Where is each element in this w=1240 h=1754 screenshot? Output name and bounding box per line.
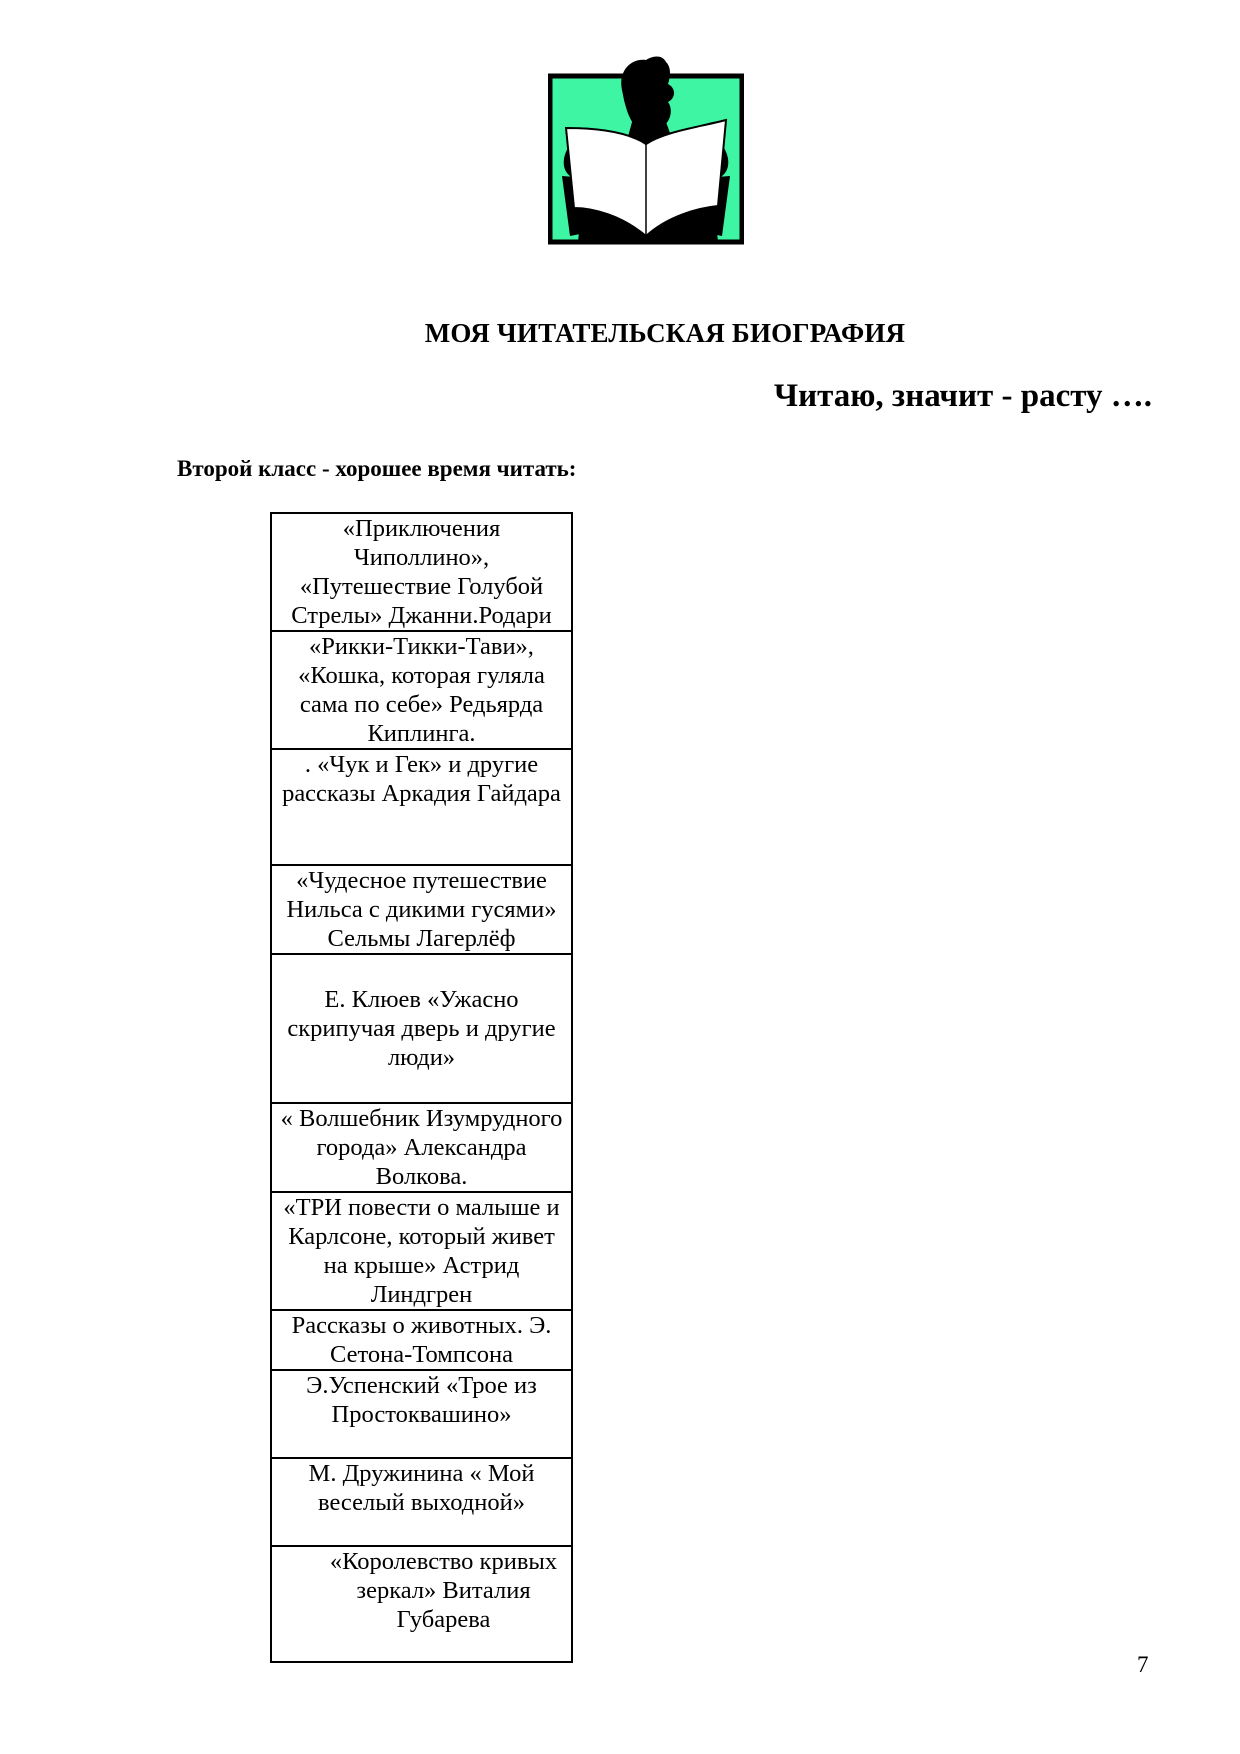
- table-row: [271, 513, 572, 631]
- book-cell: . «Чук и Гек» и другие рассказы Аркадия Гайдара: [271, 749, 572, 865]
- table-row: [271, 749, 572, 865]
- book-cell: Рассказы о животных. Э. Сетона-Томпсона: [271, 1310, 572, 1370]
- book-cell: «Приключения Чиполлино», «Путешествие Голубой Стрелы» Джанни.Родари: [271, 513, 572, 631]
- book-cell: «Рикки-Тикки-Тави», «Кошка, которая гуляла сама по себе» Редьярда Киплинга.: [271, 631, 572, 749]
- book-list-table: [270, 512, 573, 1663]
- table-row: [271, 1192, 572, 1310]
- page-number: 7: [1137, 1652, 1149, 1677]
- book-cell: Э.Успенский «Трое из Простоквашино»: [271, 1370, 572, 1458]
- book-cell: М. Дружинина « Мой веселый выходной»: [271, 1458, 572, 1546]
- book-cell: Е. Клюев «Ужасно скрипучая дверь и другие люди»: [271, 954, 572, 1103]
- book-cell: «Чудесное путешествие Нильса с дикими гусями» Сельмы Лагерлёф: [271, 865, 572, 954]
- table-row: [271, 1546, 572, 1662]
- page-title: МОЯ ЧИТАТЕЛЬСКАЯ БИОГРАФИЯ: [424, 318, 906, 348]
- book-cell: « Волшебник Изумрудного города» Александра Волкова.: [271, 1103, 572, 1192]
- reading-woman-icon: [548, 52, 744, 246]
- table-row: [271, 1370, 572, 1458]
- table-row: [271, 1458, 572, 1546]
- book-cell: «ТРИ повести о малыше и Карлсоне, который живет на крыше» Астрид Линдгрен: [271, 1192, 572, 1310]
- table-row: [271, 865, 572, 954]
- epigraph: Читаю, значит - расту ….: [773, 378, 1152, 414]
- section-heading: Второй класс - хорошее время читать:: [177, 456, 577, 481]
- table-row: [271, 1103, 572, 1192]
- table-row: [271, 1310, 572, 1370]
- table-row: [271, 954, 572, 1103]
- table-row: [271, 631, 572, 749]
- logo: [548, 52, 744, 246]
- book-cell: «Королевство кривых зеркал» Виталия Губарева: [271, 1546, 572, 1662]
